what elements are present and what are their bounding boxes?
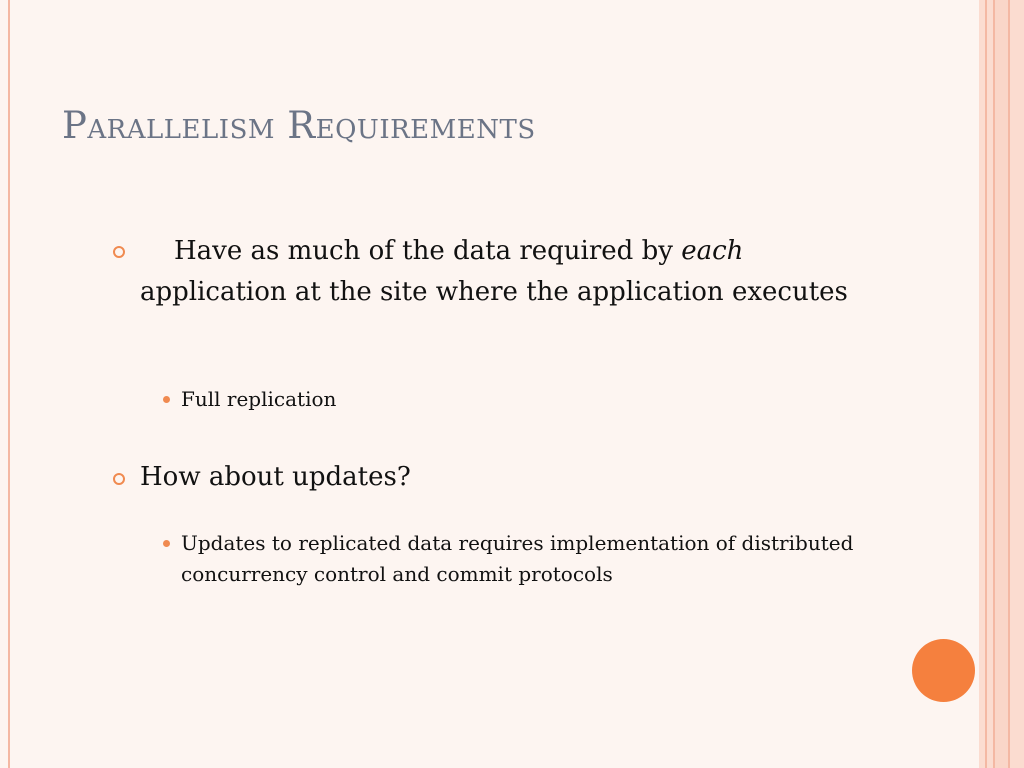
bullet-1-text-end: application at the site where the application executes bbox=[140, 277, 848, 307]
left-border-line bbox=[8, 0, 10, 768]
bullet-ring-icon bbox=[113, 473, 125, 485]
bullet-1-text bbox=[140, 231, 860, 313]
right-stripe bbox=[995, 0, 1008, 768]
bullet-1-text-start: Have as much of the data required by bbox=[174, 236, 682, 266]
bullet-dot-icon bbox=[163, 396, 170, 403]
bullet-dot-icon bbox=[163, 540, 170, 547]
slide-title: Parallelism Requirements bbox=[62, 104, 536, 147]
bullet-1-emphasis: each bbox=[681, 236, 744, 266]
bullet-2-text: How about updates? bbox=[140, 462, 411, 492]
sub-bullet-1: Full replication bbox=[181, 387, 337, 411]
bullet-ring-icon bbox=[113, 246, 125, 258]
sub-bullet-2: Updates to replicated data requires implementation of distributed concurrency control and commit protocols bbox=[181, 531, 854, 586]
right-stripe bbox=[1010, 0, 1024, 768]
decorative-orange-circle bbox=[912, 639, 975, 702]
